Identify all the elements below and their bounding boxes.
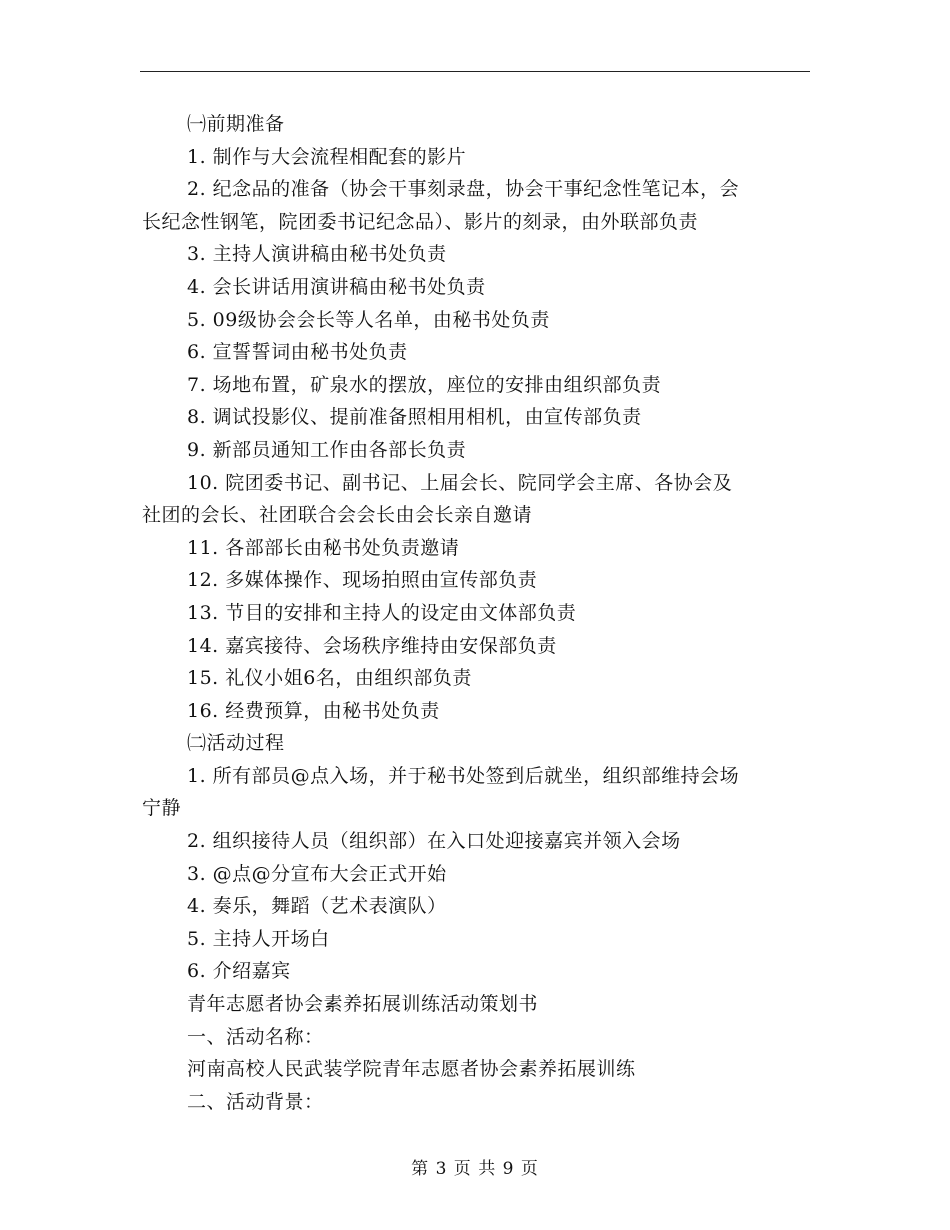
text-line: 二、活动背景： <box>187 1090 324 1113</box>
header-rule <box>140 71 810 72</box>
page-number: 第 3 页 共 9 页 <box>411 1159 539 1179</box>
text-line: 11. 各部部长由秘书处负责邀请 <box>187 536 460 559</box>
text-line: 4. 奏乐，舞蹈（艺术表演队） <box>187 895 447 918</box>
text-line: 一、活动名称： <box>187 1025 324 1048</box>
text-line: 9. 新部员通知工作由各部长负责 <box>187 438 467 461</box>
text-line: 10. 院团委书记、副书记、上届会长、院同学会主席、各协会及 <box>187 471 733 494</box>
text-line: 1. 制作与大会流程相配套的影片 <box>187 145 467 168</box>
text-line: 3. @点@分宣布大会正式开始 <box>187 862 447 885</box>
text-line: 宁静 <box>142 797 182 820</box>
text-line: 社团的会长、社团联合会会长由会长亲自邀请 <box>142 504 533 527</box>
text-line: 14. 嘉宾接待、会场秩序维持由安保部负责 <box>187 634 557 657</box>
text-line: 5. 09级协会会长等人名单，由秘书处负责 <box>187 308 550 331</box>
text-line: 3. 主持人演讲稿由秘书处负责 <box>187 243 447 266</box>
text-line: 长纪念性钢笔，院团委书记纪念品）、影片的刻录，由外联部负责 <box>142 210 699 233</box>
text-line: 6. 宣誓誓词由秘书处负责 <box>187 341 408 364</box>
text-line: 青年志愿者协会素养拓展训练活动策划书 <box>187 993 539 1016</box>
text-line: 河南高校人民武装学院青年志愿者协会素养拓展训练 <box>187 1058 636 1081</box>
text-line: 6. 介绍嘉宾 <box>187 960 291 983</box>
text-line: 7. 场地布置，矿泉水的摆放，座位的安排由组织部负责 <box>187 373 662 396</box>
text-line: ㈡活动过程 <box>187 732 285 755</box>
text-line: 2. 组织接待人员（组织部）在入口处迎接嘉宾并领入会场 <box>187 830 681 853</box>
text-line: 15. 礼仪小姐6名，由组织部负责 <box>187 667 472 690</box>
text-line: 16. 经费预算，由秘书处负责 <box>187 699 440 722</box>
text-line: 13. 节目的安排和主持人的设定由文体部负责 <box>187 601 577 624</box>
text-line: 1. 所有部员@点入场，并于秘书处签到后就坐，组织部维持会场 <box>187 764 740 787</box>
document-body <box>142 108 810 1118</box>
text-line: ㈠前期准备 <box>187 113 285 135</box>
text-line: 2. 纪念品的准备（协会干事刻录盘，协会干事纪念性笔记本，会 <box>187 178 740 201</box>
text-line: 12. 多媒体操作、现场拍照由宣传部负责 <box>187 569 538 592</box>
text-line: 5. 主持人开场白 <box>187 927 330 950</box>
text-line: 8. 调试投影仪、提前准备照相用相机，由宣传部负责 <box>187 406 642 429</box>
text-line: 4. 会长讲话用演讲稿由秘书处负责 <box>187 275 486 298</box>
